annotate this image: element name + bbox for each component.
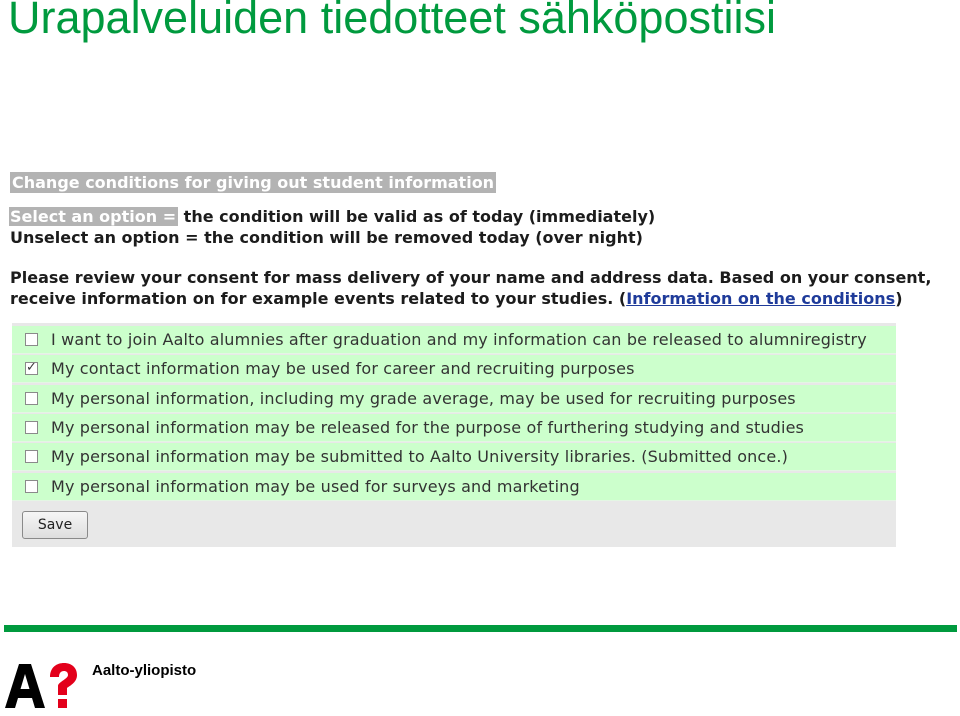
- conditions-info-link[interactable]: Information on the conditions: [626, 289, 896, 308]
- unselect-instruction: Unselect an option = the condition will be removed today (over night): [10, 228, 643, 247]
- save-button[interactable]: Save: [22, 511, 88, 539]
- panel-header: Change conditions for giving out student information: [12, 173, 495, 192]
- checkbox-alumni[interactable]: [25, 333, 38, 346]
- consent-form: [12, 323, 896, 547]
- aalto-logo: [5, 660, 80, 710]
- option-label-libraries: My personal information may be submitted to Aalto University libraries. (Submitted once.): [51, 447, 788, 466]
- option-row-grade-average[interactable]: [12, 385, 896, 413]
- option-row-libraries[interactable]: [12, 443, 896, 471]
- footer-divider: [4, 625, 957, 632]
- select-instruction-text: the condition will be valid as of today (immediately): [178, 207, 656, 226]
- option-row-studies[interactable]: [12, 414, 896, 442]
- checkbox-studies[interactable]: [25, 421, 38, 434]
- option-label-surveys: My personal information may be used for surveys and marketing: [51, 477, 580, 496]
- select-option-highlight: Select an option =: [10, 207, 177, 226]
- option-row-alumni[interactable]: [12, 326, 896, 354]
- slide-title: Urapalveluiden tiedotteet sähköpostiisi: [8, 0, 776, 43]
- option-row-career[interactable]: [12, 355, 896, 383]
- aalto-logo-text: Aalto-yliopisto: [92, 662, 197, 679]
- checkbox-grade-average[interactable]: [25, 392, 38, 405]
- option-row-surveys[interactable]: [12, 473, 896, 501]
- close-paren: ): [895, 289, 903, 308]
- consent-text-line-2-body: receive information on for example events related to your studies. (: [10, 289, 627, 308]
- checkbox-surveys[interactable]: [25, 480, 38, 493]
- option-label-career: My contact information may be used for career and recruiting purposes: [51, 359, 635, 378]
- option-label-alumni: I want to join Aalto alumnies after graduation and my information can be released to alumniregistry: [51, 330, 867, 349]
- consent-text-line-1: Please review your consent for mass delivery of your name and address data. Based on your consent,: [10, 268, 932, 287]
- consent-text-line-2: [10, 289, 903, 308]
- checkbox-libraries[interactable]: [25, 450, 38, 463]
- option-label-studies: My personal information may be released for the purpose of furthering studying and studies: [51, 418, 805, 437]
- select-instruction: [10, 207, 655, 226]
- option-label-grade-average: My personal information, including my grade average, may be used for recruiting purposes: [51, 389, 796, 408]
- checkbox-career[interactable]: [25, 362, 38, 375]
